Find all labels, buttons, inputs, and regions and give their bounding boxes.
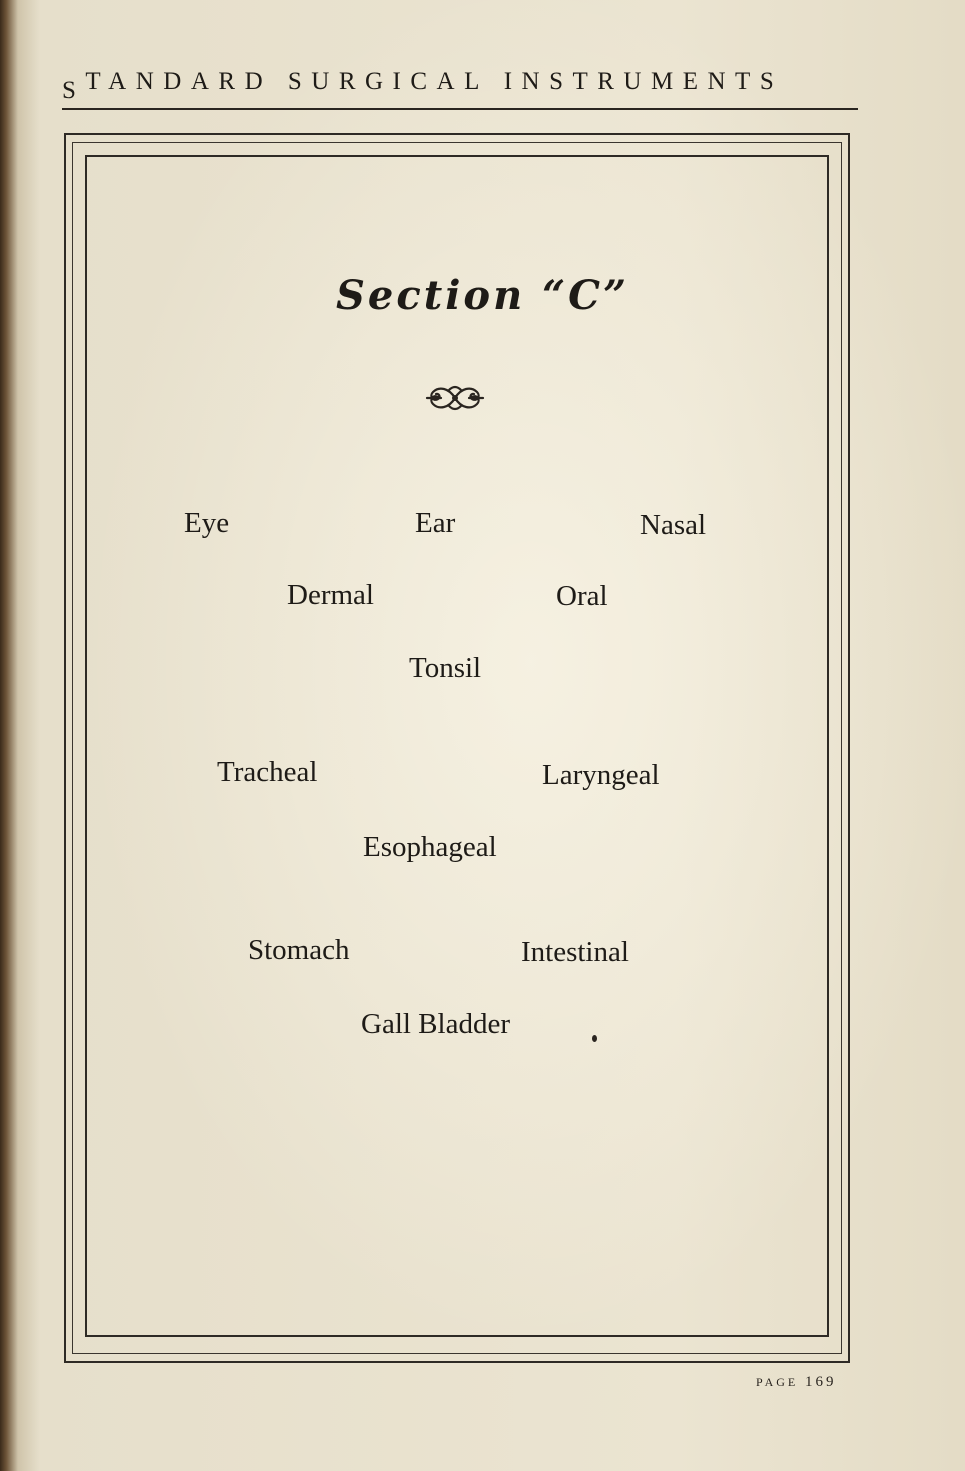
header-title: TANDARD SURGICAL INSTRUMENTS [85,68,784,95]
item-oral: Oral [556,580,608,612]
page-number [756,1374,836,1391]
item-nasal: Nasal [640,509,707,541]
inner-border-frame [85,155,829,1337]
item-intestinal: Intestinal [521,936,629,968]
item-esophageal: Esophageal [363,831,497,863]
item-ear: Ear [415,507,456,539]
page-label: PAGE [756,1375,799,1389]
item-stomach: Stomach [248,934,350,966]
running-header [62,68,858,108]
page-number-value: 169 [804,1374,837,1390]
item-tracheal: Tracheal [217,756,318,788]
section-title: Section “C” [336,272,629,319]
header-initial: S [62,77,86,104]
item-laryngeal: Laryngeal [542,759,660,791]
item-gall-bladder: Gall Bladder [361,1008,510,1040]
item-eye: Eye [184,507,230,539]
header-rule [62,108,858,110]
item-dermal: Dermal [287,579,374,611]
item-tonsil: Tonsil [409,652,482,684]
ink-speck [592,1035,597,1042]
fleuron-ornament-icon [423,378,487,418]
